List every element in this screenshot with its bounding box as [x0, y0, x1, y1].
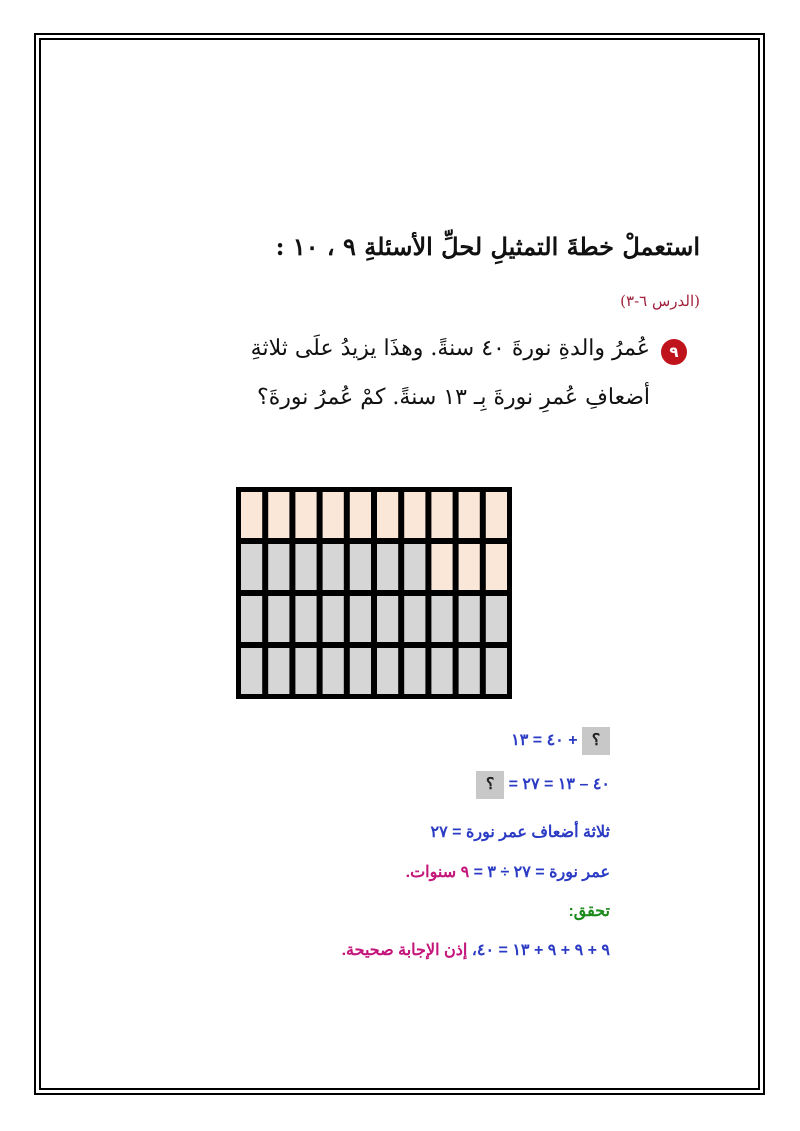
lesson-reference: (الدرس ٦-٣) — [620, 292, 700, 310]
grid-cell-shaded — [485, 491, 508, 539]
model-grid — [236, 487, 512, 699]
grid-cell-shaded — [403, 491, 426, 539]
grid-cell-empty — [376, 595, 399, 643]
check-line-conclusion: إذن الإجابة صحيحة. — [341, 942, 468, 959]
question-number-badge: ٩ — [661, 339, 687, 365]
check-label: تحقق: — [568, 903, 610, 920]
grid-cell-empty — [376, 543, 399, 591]
grid-cell-empty — [240, 647, 263, 695]
grid-cell-shaded — [294, 491, 317, 539]
grid-row-separator — [238, 540, 510, 542]
grid-cell-empty — [403, 647, 426, 695]
check-line-calc: ٩ + ٩ + ٩ + ١٣ = ٤٠، — [471, 942, 610, 959]
grid-cell-empty — [485, 595, 508, 643]
grid-cell-empty — [294, 595, 317, 643]
grid-row-separator — [238, 592, 510, 594]
grid-cell-shaded — [240, 491, 263, 539]
solution-line-4-calc: عمر نورة = ٢٧ ÷ ٣ = — [473, 864, 610, 881]
grid-cell-shaded — [430, 491, 453, 539]
grid-cell-empty — [322, 543, 345, 591]
grid-cell-empty — [294, 543, 317, 591]
grid-cell-empty — [349, 647, 372, 695]
grid-cell-shaded — [430, 543, 453, 591]
grid-cell-empty — [267, 647, 290, 695]
equation-1 — [511, 727, 610, 755]
grid-cell-empty — [240, 595, 263, 643]
grid-cell-empty — [458, 595, 481, 643]
equation-1-left: ٤٠ = ١٣ + — [511, 732, 578, 750]
grid-cell-empty — [458, 647, 481, 695]
grid-cell-empty — [349, 595, 372, 643]
unknown-box-1: ؟ — [582, 727, 610, 755]
model-grid-svg — [238, 489, 510, 697]
grid-cell-empty — [430, 595, 453, 643]
equation-2 — [476, 771, 610, 799]
question-text-line-2: أضعافِ عُمرِ نورةَ بِـ ١٣ سنةً. كمْ عُمرُ نورةَ؟ — [257, 385, 650, 410]
grid-cell-empty — [294, 647, 317, 695]
equation-2-right: = ٤٠ – ١٣ = ٢٧ — [508, 776, 610, 794]
grid-cell-empty — [403, 595, 426, 643]
grid-cell-empty — [322, 647, 345, 695]
question-text-line-1: عُمرُ والدةِ نورةَ ٤٠ سنةً. وهذَا يزيدُ علَى ثلاثةِ — [250, 336, 650, 361]
grid-cell-empty — [267, 543, 290, 591]
grid-cell-shaded — [458, 491, 481, 539]
grid-cell-empty — [240, 543, 263, 591]
solution-line-3: ثلاثة أضعاف عمر نورة = ٢٧ — [430, 824, 610, 841]
grid-cell-shaded — [376, 491, 399, 539]
grid-cell-empty — [403, 543, 426, 591]
grid-cell-empty — [485, 647, 508, 695]
grid-row-separator — [238, 644, 510, 646]
unknown-box-2: ؟ — [476, 771, 504, 799]
grid-cell-empty — [349, 543, 372, 591]
solution-line-4-answer: ٩ سنوات. — [405, 864, 470, 881]
grid-cell-shaded — [267, 491, 290, 539]
grid-cell-empty — [376, 647, 399, 695]
check-line — [342, 940, 610, 960]
grid-cell-empty — [267, 595, 290, 643]
grid-cell-empty — [430, 647, 453, 695]
exercise-heading: استعملْ خطةَ التمثيلِ لحلِّ الأسئلةِ ٩ ، ١٠ : — [275, 232, 700, 261]
grid-cell-shaded — [322, 491, 345, 539]
grid-cell-shaded — [485, 543, 508, 591]
grid-cell-empty — [322, 595, 345, 643]
grid-cell-shaded — [458, 543, 481, 591]
solution-line-4 — [406, 862, 610, 882]
grid-cell-shaded — [349, 491, 372, 539]
